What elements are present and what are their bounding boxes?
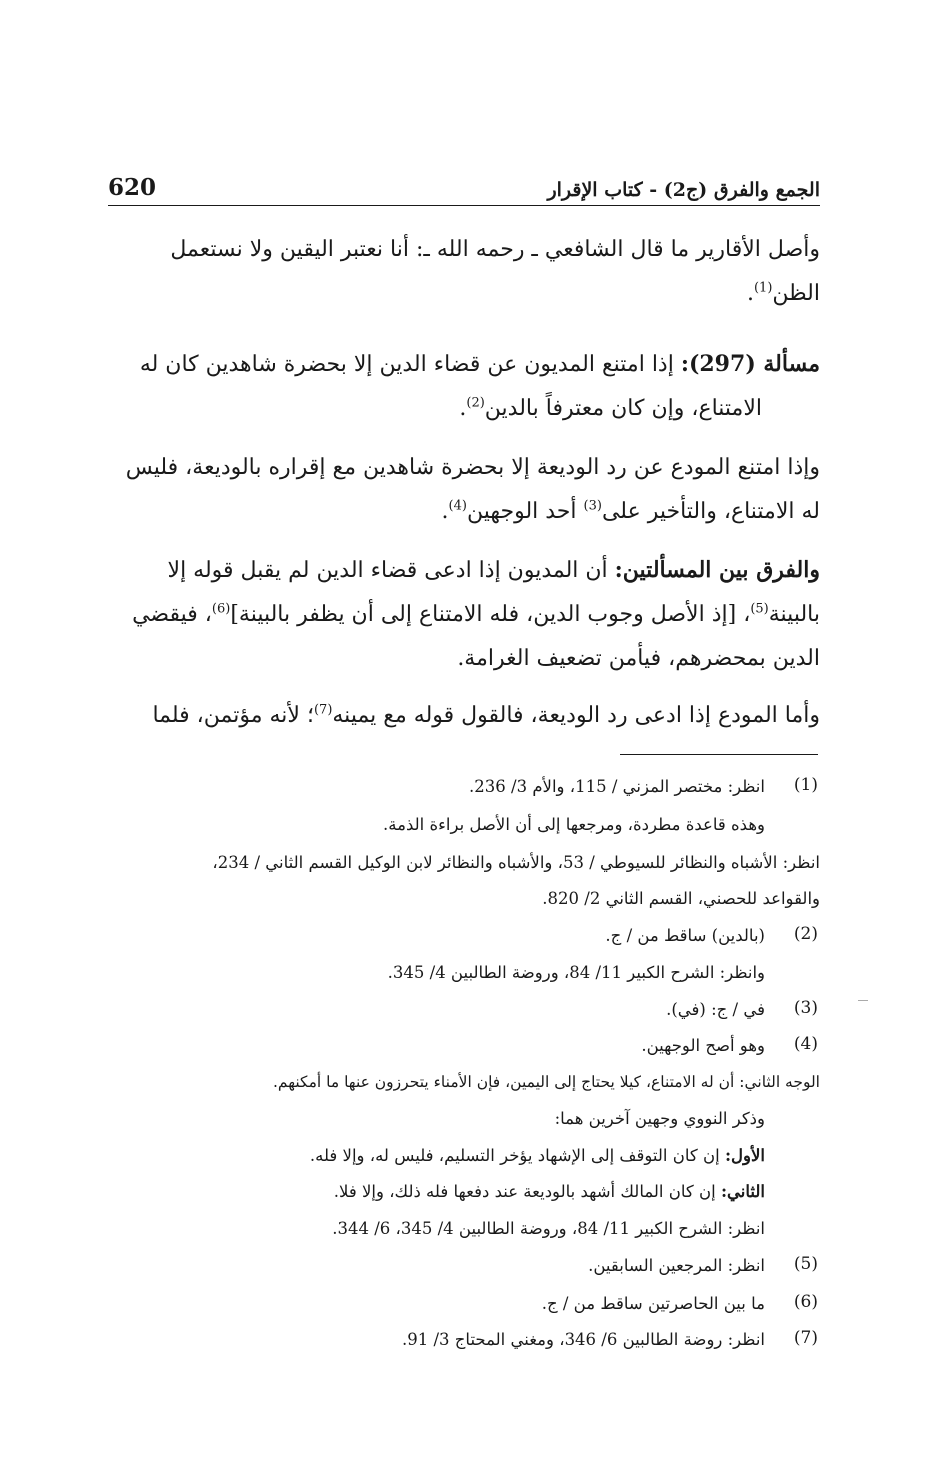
footnote-4-line-2: الوجه الثاني: أن له الامتناع، كيلا يحتاج إلى اليمين، فإن الأمناء يتحرزون عنها ما أمكنهم. xyxy=(272,1073,820,1091)
footnote-ref: (3) xyxy=(583,498,602,514)
farq-label: والفرق بين المسألتين: xyxy=(614,557,820,583)
farq-line-3: الدين بمحضرهم، فيأمن تضعيف الغرامة. xyxy=(457,646,820,671)
footnote-6-line-1: ما بين الحاصرتين ساقط من / ج. xyxy=(541,1294,765,1313)
text-run: ، فيقضي xyxy=(132,602,212,627)
masala-line-2 xyxy=(108,387,820,431)
paragraph-5 xyxy=(108,694,820,738)
main-text xyxy=(108,228,820,738)
footnote-ref: (5) xyxy=(750,601,769,617)
footnote-ref: (4) xyxy=(448,498,467,514)
footnote-number: (5) xyxy=(793,1254,818,1274)
farq-line-1 xyxy=(108,548,820,593)
farq-line-2 xyxy=(108,593,820,637)
footnote-4-line-1: وهو أصح الوجهين. xyxy=(641,1036,765,1055)
running-title: الجمع والفرق (ج2) - كتاب الإقرار xyxy=(547,179,820,201)
footnote-ref: (2) xyxy=(466,395,485,411)
footnote-1-line-4: والقواعد للحصني، القسم الثاني 2/ 820. xyxy=(542,889,820,908)
text-run: ، [إذ الأصل وجوب الدين، فله الامتناع إلى أن يظفر بالبينة] xyxy=(230,602,751,627)
paragraph-farq xyxy=(108,548,820,681)
footnote-3-line-1: في / ج: (في). xyxy=(666,1000,765,1019)
text-run: الامتناع، وإن كان معترفاً بالدين xyxy=(484,396,762,421)
footnote-separator xyxy=(620,754,818,755)
footnote-2-line-1: (بالدين) ساقط من / ج. xyxy=(605,926,765,945)
footnote-4-line-3: وذكر النووي وجهين آخرين هما: xyxy=(554,1109,765,1128)
footnote-number: (7) xyxy=(793,1328,818,1348)
footnote-number: (4) xyxy=(793,1034,818,1054)
footnote-number: (2) xyxy=(793,924,818,944)
text-run: أن المديون إذا ادعى قضاء الدين لم يقبل قوله إلا xyxy=(167,558,615,583)
footnote-4-line-6: انظر: الشرح الكبير 11/ 84، وروضة الطالبين 4/ 345، 6/ 344. xyxy=(332,1219,765,1238)
text-run: بالبينة xyxy=(768,602,820,627)
masala-label: مسألة (297): xyxy=(680,351,820,377)
paragraph-3-line-1: وإذا امتنع المودع عن رد الوديعة إلا بحضرة شاهدين مع إقراره بالوديعة، فليس xyxy=(125,455,820,480)
footnote-ref: (7) xyxy=(313,702,333,718)
footnote-4-line-5 xyxy=(334,1180,765,1203)
text-run: إن كان المالك أشهد بالوديعة عند دفعها فله ذلك، وإلا فلا. xyxy=(333,1182,721,1201)
text-run: . xyxy=(746,281,754,306)
masala-line-1 xyxy=(108,342,820,387)
paragraph-1-line-1: وأصل الأقارير ما قال الشافعي ـ رحمه الله ـ: أنا نعتبر اليقين ولا نستعمل xyxy=(170,237,820,262)
paragraph-1-line-2 xyxy=(108,272,820,316)
footnote-4-line-4 xyxy=(310,1144,765,1167)
text-run: . xyxy=(441,499,449,524)
text-run: الظن xyxy=(772,281,820,306)
footnote-1-line-3: انظر: الأشباه والنظائر للسيوطي / 53، والأشباه والنظائر لابن الوكيل القسم الثاني / 234، xyxy=(212,853,820,872)
paragraph-5-line-1 xyxy=(108,694,820,738)
footnote-number: (1) xyxy=(793,775,818,795)
footnote-number: (3) xyxy=(793,998,818,1018)
paragraph-3-line-2 xyxy=(108,490,820,534)
text-run: إذا امتنع المديون عن قضاء الدين إلا بحضرة شاهدين كان له xyxy=(139,352,681,377)
text-run: إن كان التوقف إلى الإشهاد يؤخر التسليم، فليس له، وإلا فله. xyxy=(309,1146,725,1165)
footnote-1-line-1: انظر: مختصر المزني / 115، والأم 3/ 236. xyxy=(469,777,765,796)
footnote-1-line-2: وهذه قاعدة مطردة، ومرجعها إلى أن الأصل براءة الذمة. xyxy=(383,815,765,834)
page-number: 620 xyxy=(108,174,157,201)
footnote-number: (6) xyxy=(793,1292,818,1312)
paragraph-3 xyxy=(108,446,820,534)
footnote-5-line-1: انظر: المرجعين السابقين. xyxy=(588,1256,765,1275)
text-run: أحد الوجهين xyxy=(466,499,584,524)
page-header xyxy=(108,165,820,206)
footnote-ref: (6) xyxy=(211,601,231,617)
footnote-label: الثاني: xyxy=(720,1182,765,1201)
text-run: له الامتناع، والتأخير على xyxy=(601,499,820,524)
scan-margin-mark xyxy=(858,1000,868,1001)
text-run: ؛ لأنه مؤتمن، فلما xyxy=(152,703,314,728)
footnote-7-line-1: انظر: روضة الطالبين 6/ 346، ومغني المحتاج 3/ 91. xyxy=(401,1330,765,1349)
text-run: وأما المودع إذا ادعى رد الوديعة، فالقول قوله مع يمينه xyxy=(332,703,820,728)
text-run: . xyxy=(459,396,467,421)
paragraph-masala xyxy=(108,342,820,431)
footnote-ref: (1) xyxy=(753,280,773,296)
footnote-label: الأول: xyxy=(724,1146,765,1165)
paragraph-1 xyxy=(108,228,820,316)
footnote-2-line-2: وانظر: الشرح الكبير 11/ 84، وروضة الطالبين 4/ 345. xyxy=(387,963,765,982)
